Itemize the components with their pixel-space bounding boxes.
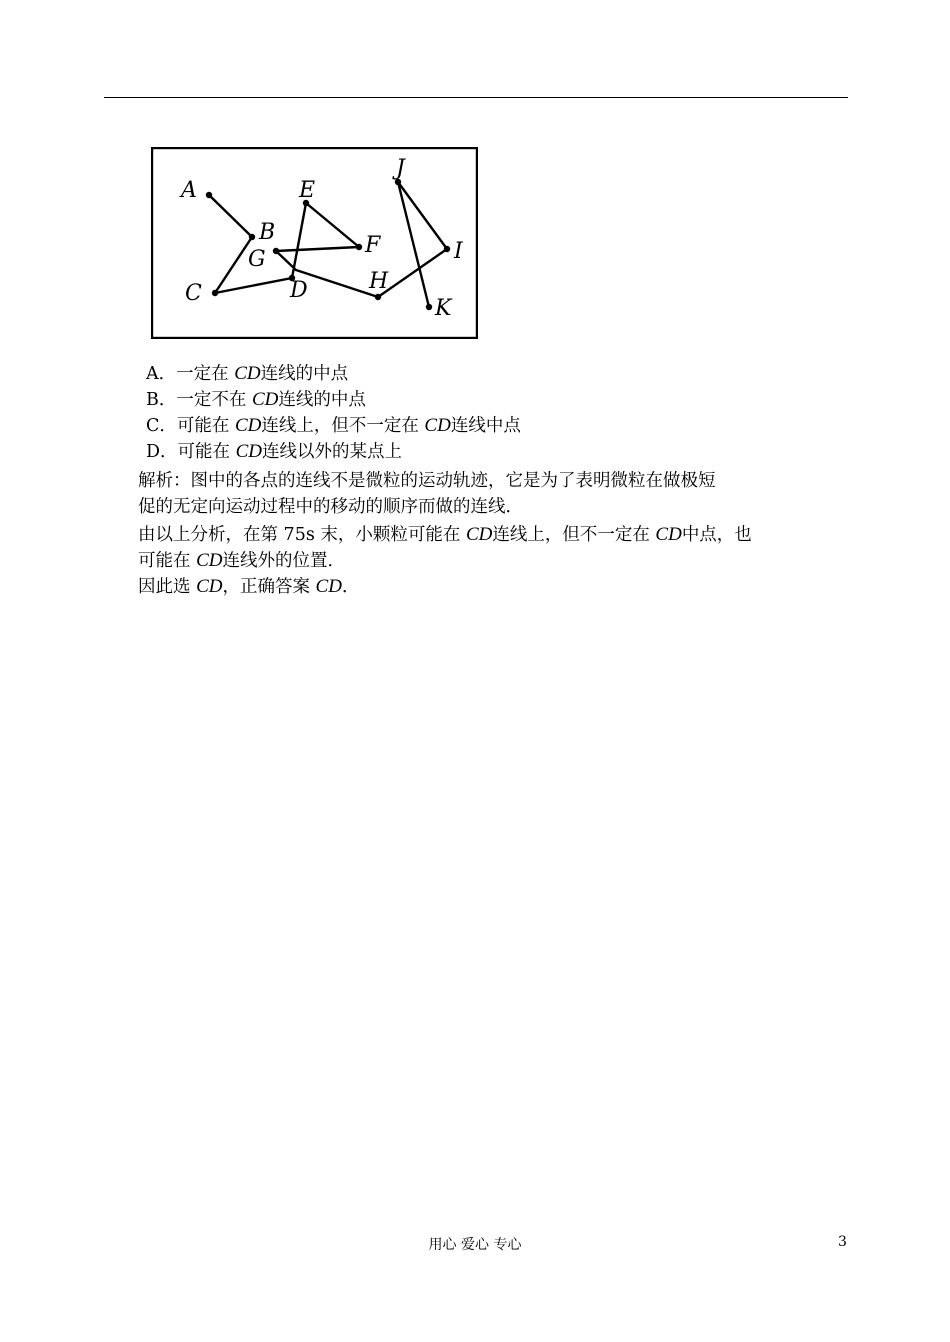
- analysis-line-3-var: CD: [465, 524, 493, 545]
- option-a: [146, 361, 348, 387]
- option-c-prefix: C．可能在: [146, 416, 235, 436]
- point-h-dot: [375, 294, 381, 300]
- point-label-i: I: [454, 239, 463, 264]
- option-c-var: CD: [234, 415, 262, 436]
- point-label-b: B: [259, 220, 276, 245]
- page-number: 3: [838, 1234, 847, 1250]
- point-label-a: A: [181, 178, 197, 203]
- point-a-dot: [206, 192, 212, 198]
- analysis-line-4-b: 连线外的位置．: [222, 551, 345, 571]
- option-b-prefix: B．一定不在: [146, 390, 252, 410]
- footer-slogan: 用心 爱心 专心: [428, 1237, 522, 1253]
- point-label-g: G: [248, 247, 266, 272]
- analysis-line-4: [138, 548, 345, 574]
- analysis-line-3-c: 中点，也: [681, 525, 752, 545]
- option-d: [146, 439, 402, 465]
- point-c-dot: [212, 290, 218, 296]
- analysis-line-3-var2: CD: [655, 524, 682, 545]
- option-b-suffix: 连线的中点: [278, 390, 366, 410]
- analysis-line-2: 促的无定向运动过程中的移动的顺序而做的连线．: [138, 497, 523, 517]
- option-c-var2: CD: [424, 415, 451, 436]
- point-label-d: D: [290, 278, 308, 303]
- answer-line-b: ，正确答案: [222, 577, 316, 597]
- option-a-prefix: A．一定在: [146, 364, 235, 384]
- answer-line-c: ．: [341, 577, 360, 597]
- analysis-line-1: 解析：图中的各点的连线不是微粒的运动轨迹，它是为了表明微粒在做极短: [138, 471, 716, 491]
- option-d-suffix: 连线以外的某点上: [262, 442, 402, 462]
- point-k-dot: [426, 304, 432, 310]
- point-label-e: E: [299, 178, 316, 203]
- answer-line-var: CD: [196, 576, 223, 597]
- option-a-var: CD: [234, 363, 261, 384]
- trajectory-path: [209, 182, 447, 307]
- analysis-line-4-a: 可能在: [138, 551, 197, 571]
- point-label-k: K: [435, 296, 452, 321]
- analysis-line-3-a: 由以上分析，在第 75s 末，小颗粒可能在: [138, 525, 466, 545]
- analysis-line-3: [138, 522, 752, 548]
- answer-line-var2: CD: [315, 576, 342, 597]
- analysis-line-4-var: CD: [196, 550, 223, 571]
- analysis-line-3-b: 连线上，但不一定在: [492, 525, 656, 545]
- point-label-f: F: [365, 233, 381, 258]
- point-b-dot: [249, 234, 255, 240]
- answer-line: [138, 574, 359, 600]
- option-b-var: CD: [251, 389, 279, 410]
- option-b: [146, 387, 366, 413]
- point-i-dot: [444, 246, 450, 252]
- option-d-var: CD: [235, 441, 262, 462]
- brownian-motion-figure: [151, 147, 478, 339]
- answer-line-a: 因此选: [138, 577, 197, 597]
- point-g-dot: [273, 248, 279, 254]
- option-c: [146, 413, 521, 439]
- option-d-prefix: D．可能在: [146, 442, 236, 462]
- option-c-suffix: 连线中点: [450, 416, 521, 436]
- header-rule: [104, 97, 848, 98]
- point-f-dot: [356, 244, 362, 250]
- point-label-c: C: [185, 281, 202, 306]
- option-a-suffix: 连线的中点: [260, 364, 349, 384]
- point-label-h: H: [369, 269, 389, 294]
- point-label-j: J: [396, 156, 405, 181]
- option-c-mid: 连线上，但不一定在: [261, 416, 425, 436]
